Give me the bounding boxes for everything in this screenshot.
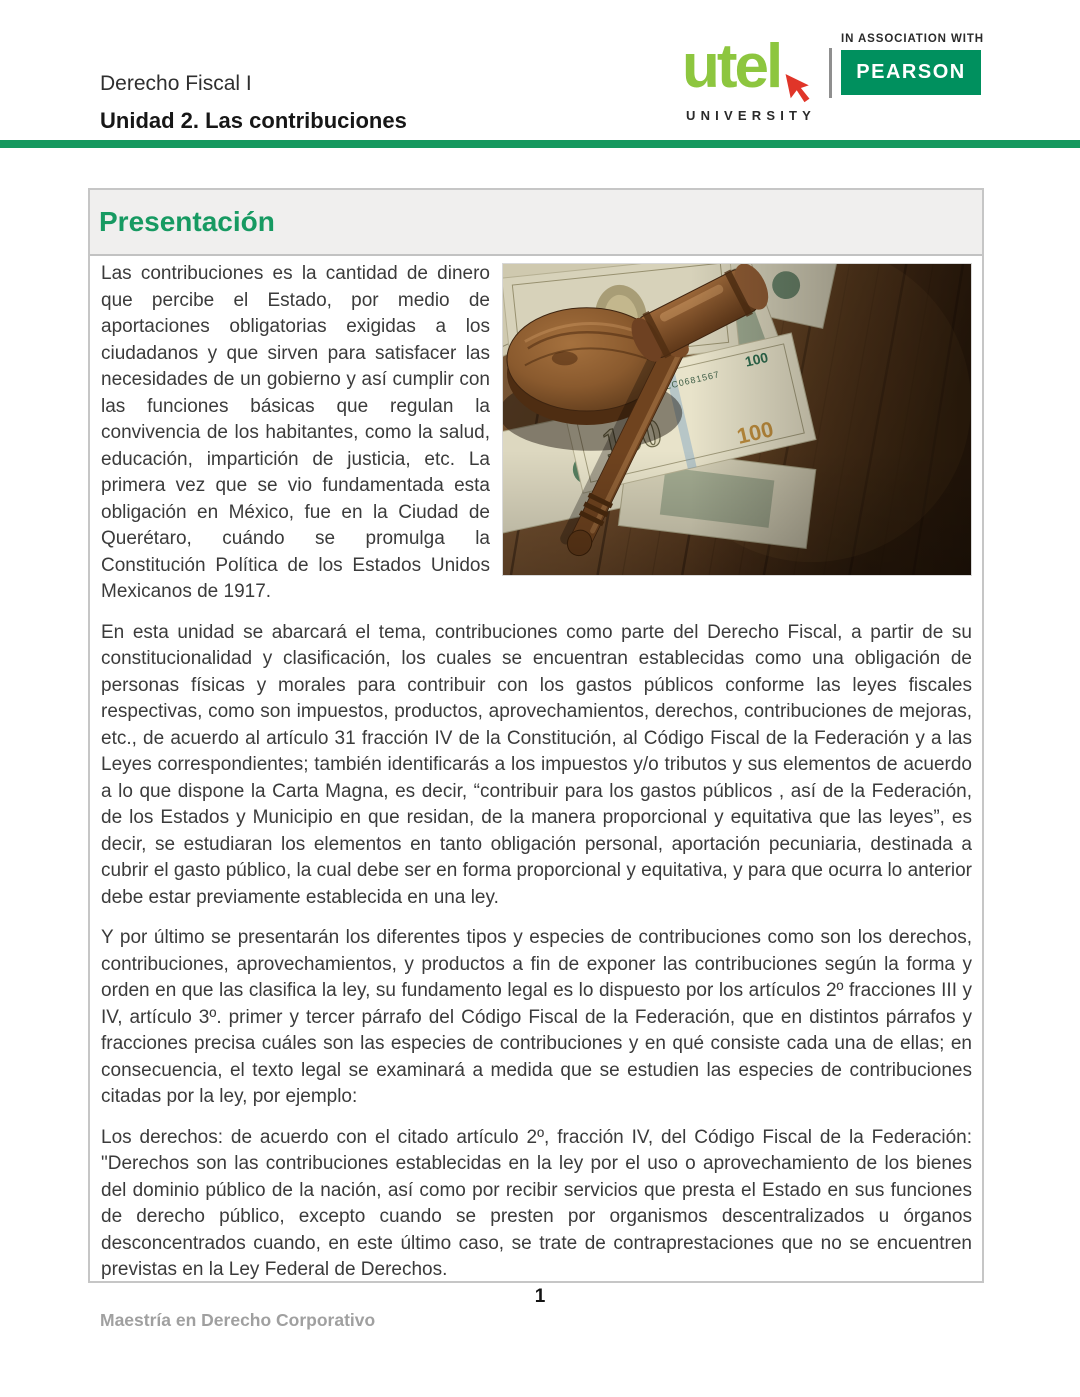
utel-logo-text: utel: [682, 32, 781, 101]
gavel-money-photo: [502, 263, 972, 576]
utel-pearson-logo: [672, 22, 992, 130]
pearson-logo: PEARSON: [841, 50, 981, 95]
university-label: UNIVERSITY: [686, 108, 817, 123]
cursor-arrow-icon: [782, 68, 816, 108]
presentation-paragraph-4: Los derechos: de acuerdo con el citado artículo 2º, fracción IV, del Código Fiscal de la Federación: "Derechos son las contribuciones establecidas en la ley por el uso o aprovechamiento de los bienes del dominio público de la nación, así como por recibir servicios que presta el Estado en sus funciones de derecho público, excepto cuando se presten por organismos descentralizados u órganos desconcentrados cuando, en este último caso, se trate de contraprestaciones que no se encuentren previstas en la Ley Federal de Derechos.: [101, 1126, 972, 1280]
presentation-paragraph-2: En esta unidad se abarcará el tema, contribuciones como parte del Derecho Fiscal, a partir de su constitucionalidad y clasificación, los cuales se encuentran establecidas como una obligación de personas físicas y morales para contribuir con los gastos públicos conforme las leyes fiscales respectivas, como son impuestos, productos, aprovechamientos, derechos, contribuciones de mejoras, etc., de acuerdo al artículo 31 fracción IV de la Constitución, al Código Fiscal de la Federación y a las Leyes correspondientes; también identificarás a los impuestos y/o tributos y sus elementos de acuerdo a lo que dispone la Carta Magna, es decir, “contribuir para los gastos públicos , así de la Federación, de los Estados y Municipio en que residan, de la manera proporcional y equitativa que las leyes”, es decir, se estudiaran los elementos en tanto obligación personal, aportación pecuniaria, destinada a cubrir el gasto público, la cual debe ser en forma proporcional y equitativa, y para que ocurra lo anterior debe estar previamente establecida en una ley.: [101, 621, 972, 908]
course-title: Derecho Fiscal I: [100, 72, 252, 95]
page-number: 1: [534, 1286, 546, 1307]
header-rule: [0, 140, 1080, 148]
presentation-paragraph-3: Y por último se presentarán los diferentes tipos y especies de contribuciones como son los derechos, contribuciones, aprovechamientos, y productos a fin de exponer las contribuciones según la forma y orden en que las clasifica la ley, su fundamento legal es lo dispuesto por los artículos 2º fracciones III y IV, artículo 3º. primer y tercer párrafo del Código Fiscal de la Federación, que en distintos párrafos y fracciones precisa cuáles son las especies de contribuciones y en qué consiste cada una de ellas; en consecuencia, el texto legal se examinará a medida que se estudien las especies de contribuciones citadas por la ley, por ejemplo:: [101, 927, 972, 1107]
section-header: [90, 190, 982, 256]
presentation-paragraph-1: Las contribuciones es la cantidad de dinero que percibe el Estado, por medio de aportaciones obligatorias exigidas a los ciudadanos y que sirven para satisfacer las necesidades de un gobierno y así cumplir con las funciones básicas que regulan la convivencia de los habitantes, como la salud, educación, impartición de justicia, etc. La primera vez que se vio fundamentada esta obligación en México, fue en la Ciudad de Querétaro, cuándo se promulga la Constitución Política de los Estados Unidos Mexicanos de 1917.: [101, 263, 490, 602]
logo-divider: [829, 48, 832, 98]
section-body: [90, 256, 982, 1283]
association-label: IN ASSOCIATION WITH: [841, 33, 984, 45]
unit-title: Unidad 2. Las contribuciones: [100, 108, 407, 133]
presentation-box: [88, 188, 984, 1283]
section-title: Presentación: [99, 206, 275, 237]
program-name: Maestría en Derecho Corporativo: [100, 1310, 376, 1330]
